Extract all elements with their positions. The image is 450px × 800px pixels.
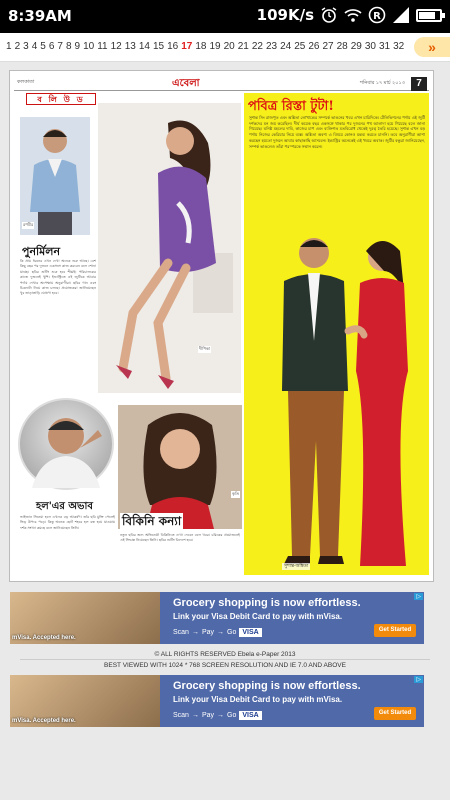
date-link[interactable]: 7 <box>57 41 63 52</box>
date-link[interactable]: 23 <box>265 41 278 52</box>
signal-icon <box>392 6 410 24</box>
alarm-icon <box>320 6 338 24</box>
section-tab: ব লি উ ড <box>26 93 96 105</box>
ad-title: Grocery shopping is now effortless. <box>173 597 361 609</box>
date-link[interactable]: 11 <box>97 41 108 52</box>
date-link[interactable]: 4 <box>31 41 38 52</box>
ad-subtitle: Link your Visa Debit Card to pay with mVisa. <box>173 612 343 621</box>
ad-photo <box>10 592 160 644</box>
masthead <box>14 77 429 91</box>
actress-dress-art <box>98 103 241 393</box>
article-main-text: সুশান্ত সিং রাজপুত এবং অঙ্কিতা লোখান্ডের সম্পর্কে ভাঙনের খবর এখন চারিদিকে। টেলিভিশনের পর্দায় এই জুটি দর্শকদের মন জয় করেছিল। দীর্ঘ কয়েক বছর একসঙ্গে থাকার পর দুজনের পথ আলাদা হয়ে গিয়েছে বলে জানা গিয়েছে। ঘনিষ্ঠ মহলের দাবি, কাজের চাপ এবং ব্যক্তিগত মতবিরোধ থেকেই দূরত্ব তৈরি হয়েছে। সুশান্ত এখন বড় পর্দায় নিজের কেরিয়ার নিয়ে ব্যস্ত। অঙ্কিতা অবশ্য এ বিষয়ে কোনও মন্তব্য করতে চাননি। তবে অনুরাগীরা আশা করছেন হয়তো দুজনে আবার কাছাকাছি আসবেন। ইন্ডাস্ট্রির অনেকেই এই খবরে অবাক। জুটির বন্ধুরা জানিয়েছেন, সম্পর্ক ভাঙলেও তাঁরা পরস্পরকে সম্মান করেন। <box>249 115 425 149</box>
arrow-right-icon: → <box>191 712 199 719</box>
newspaper-logo: এবেলা <box>172 78 200 89</box>
ad-accepted-text: mVisa. Accepted here. <box>12 635 76 641</box>
date-navigation-bar <box>0 33 450 62</box>
photo-actor-portrait <box>20 117 90 235</box>
photo-actress-dress <box>98 103 241 393</box>
page-number: 7 <box>411 77 427 91</box>
ad-get-started-button[interactable]: Get Started <box>374 707 416 720</box>
next-dates-button[interactable] <box>414 37 450 57</box>
ad-step-scan: Scan <box>173 629 189 636</box>
arrow-right-icon: → <box>217 712 225 719</box>
right-column <box>244 93 429 575</box>
ad-step-go: Go <box>227 712 237 719</box>
date-link[interactable]: 28 <box>336 41 348 52</box>
arrow-right-icon: → <box>191 629 199 636</box>
date-link[interactable]: 17 <box>181 41 193 52</box>
date-link[interactable]: 1 <box>6 41 12 52</box>
date-link[interactable]: 26 <box>308 41 320 52</box>
date-link[interactable]: 15 <box>152 41 165 52</box>
ad-get-started-button[interactable]: Get Started <box>374 624 416 637</box>
footer-resolution: BEST VIEWED WITH 1024 * 768 SCREEN RESOLUTION AND IE 7.0 AND ABOVE <box>104 662 346 669</box>
status-bar <box>0 0 450 33</box>
actor-round-art <box>20 400 112 488</box>
roaming-icon <box>368 6 386 24</box>
headline-bikini: বিকিনি কন্যা <box>120 513 183 533</box>
arrow-right-icon: → <box>217 629 225 636</box>
date-link[interactable]: 32 <box>393 41 405 52</box>
date-link[interactable]: 14 <box>138 41 150 52</box>
ad-accepted-text: mVisa. Accepted here. <box>12 718 76 724</box>
newspaper-page[interactable] <box>9 70 434 582</box>
date-link[interactable]: 24 <box>280 41 292 52</box>
date-link[interactable]: 8 <box>65 41 72 52</box>
ad-step-pay: Pay <box>201 629 215 636</box>
date-link[interactable]: 3 <box>23 41 29 52</box>
headline-absence: হল'এর অভাব <box>36 501 93 512</box>
ad-banner-bottom[interactable] <box>10 675 424 727</box>
battery-icon <box>416 9 442 22</box>
photo-couple <box>264 221 422 571</box>
ad-choices-icon[interactable]: ▷ <box>416 594 421 600</box>
caption-kriti: কৃতি <box>232 491 239 496</box>
masthead-location: কলকাতা <box>17 79 35 85</box>
date-link[interactable]: 22 <box>251 41 263 52</box>
date-link[interactable]: 5 <box>40 41 46 52</box>
date-link[interactable]: 2 <box>14 41 21 52</box>
date-link[interactable]: 20 <box>223 41 235 52</box>
footer-divider <box>20 659 430 660</box>
caption-actress: দীপিকা <box>198 346 210 351</box>
date-link[interactable]: 9 <box>74 41 81 52</box>
ad-step-pay: Pay <box>201 712 215 719</box>
battery-level <box>419 12 435 19</box>
article-bikini-text: নতুন ছবির জন্য অভিনেত্রী বিকিনিতে দেখা দেবেন বলে খবর। চরিত্রের প্রয়োজনেই এই সিদ্ধান্ত নিয়েছেন তিনি। ছবির শুটিং বিদেশে হবে। <box>120 533 240 543</box>
wifi-icon <box>344 6 362 24</box>
actor-portrait-art <box>20 117 90 235</box>
masthead-date: শনিবার ১৭ মার্চ ২০১৩ <box>360 80 405 86</box>
headline-reunion: পুনর্মিলন <box>22 245 61 258</box>
article-absence-text: ভাইজান সিনেমা হলে এখনও বড় আকর্ষণ। তাঁর ছবি মুক্তি পেলেই ভিড় উপচে পড়ে। কিন্তু অনেক ছোট শহরে হল বন্ধ হয়ে যাওয়ায় দর্শক সংখ্যা কমছে বলে জানিয়েছেন তিনি। <box>20 515 115 530</box>
caption-couple: সুশান্ত-অঙ্কিতা <box>284 563 309 568</box>
caption-actor: রণবীর <box>23 222 34 227</box>
date-link[interactable]: 19 <box>209 41 221 52</box>
status-time: 8:39AM <box>8 7 72 25</box>
date-link[interactable]: 30 <box>364 41 376 52</box>
ad-subtitle: Link your Visa Debit Card to pay with mVisa. <box>173 695 343 704</box>
ad-banner-top[interactable] <box>10 592 424 644</box>
left-column <box>16 93 242 575</box>
ad-photo <box>10 675 160 727</box>
date-link[interactable]: 25 <box>294 41 306 52</box>
network-speed: 109K/s <box>256 6 314 24</box>
photo-actor-round <box>18 398 114 490</box>
double-chevron-right-icon: » <box>428 39 436 55</box>
ad-steps <box>173 628 262 637</box>
headline-main: পবিত্র রিস্তা টুটা! <box>248 99 335 114</box>
ad-steps <box>173 711 262 720</box>
date-link[interactable]: 29 <box>350 41 362 52</box>
ad-step-scan: Scan <box>173 712 189 719</box>
actress-red-top-art <box>118 405 242 529</box>
date-link[interactable]: 18 <box>195 41 207 52</box>
date-list <box>6 41 407 52</box>
date-link[interactable]: 21 <box>237 41 249 52</box>
svg-text:R: R <box>373 11 381 22</box>
footer-copyright: © ALL RIGHTS RESERVED Ebela e-Paper 2013 <box>154 651 296 658</box>
date-link[interactable]: 31 <box>378 41 391 52</box>
date-link[interactable]: 6 <box>48 41 55 52</box>
article-reunion-text: কি প্রায় ধরনের এখন দেখা অনেক শুরু আছে। বেশ কিছু বছর পর দুজনে একসঙ্গে কাজ করবেন বলে শোনা যাচ্ছে। ছবির শুটিং শুরু হবে শীঘ্রই। পরিচালকের কাজে দুজনেই খুশি। ইন্ডাস্ট্রিতে এই জুটিকে আবার পর্দায় দেখার অপেক্ষায় অনুরাগীরা। ছবির গান এবং চিত্রনাট্য নিয়ে কাজ চলছে। প্রযোজকরা জানিয়েছেন খুব তাড়াতাড়ি ঘোষণা হবে। <box>20 259 96 296</box>
visa-logo: VISA <box>239 711 261 720</box>
date-link[interactable]: 13 <box>124 41 136 52</box>
ad-title: Grocery shopping is now effortless. <box>173 680 361 692</box>
date-link[interactable]: 16 <box>167 41 179 52</box>
photo-actress-red-top <box>118 405 242 529</box>
date-link[interactable]: 27 <box>322 41 334 52</box>
ad-step-go: Go <box>227 629 237 636</box>
status-icons <box>257 6 442 24</box>
ad-choices-icon[interactable]: ▷ <box>416 677 421 683</box>
date-link[interactable]: 10 <box>83 41 95 52</box>
visa-logo: VISA <box>239 628 261 637</box>
date-link[interactable]: 12 <box>110 41 122 52</box>
